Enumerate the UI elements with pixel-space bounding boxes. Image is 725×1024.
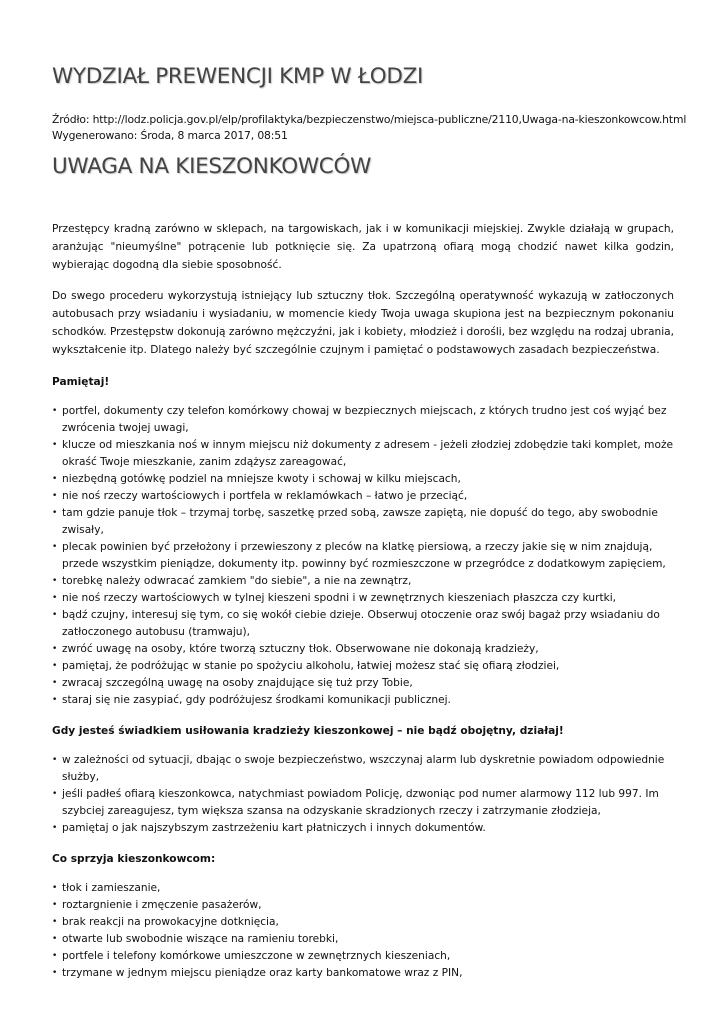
bullet-icon: • (52, 883, 58, 893)
source-line: Źródło: http://lodz.policja.gov.pl/elp/profilaktyka/bezpieczenstwo/miejsca-publiczne/2110,Uwaga-na-kieszonkowcow.html (52, 113, 687, 126)
bullet-icon: • (52, 610, 58, 620)
list-item (52, 880, 674, 897)
list-item-text: w zależności od sytuacji, dbając o swoje bezpieczeństwo, wszczynaj alarm lub dyskretnie powiadom odpowiednie służby, (62, 754, 665, 783)
witness-heading: Gdy jesteś świadkiem usiłowania kradzieży kieszonkowej – nie bądź obojętny, działaj! (52, 725, 564, 737)
list-item-text: portfele i telefony komórkowe umieszczone w zewnętrznych kieszeniach, (62, 950, 451, 962)
list-item-text: niezbędną gotówkę podziel na mniejsze kwoty i schowaj w kilku miejscach, (62, 473, 461, 485)
list-item (52, 573, 674, 590)
list-item (52, 786, 674, 820)
bullet-icon: • (52, 917, 58, 927)
list-item (52, 488, 674, 505)
bullet-icon: • (52, 951, 58, 961)
list-item-text: staraj się nie zasypiać, gdy podróżujesz środkami komunikacji publicznej. (62, 694, 451, 706)
bullet-icon: • (52, 576, 58, 586)
bullet-icon: • (52, 440, 58, 450)
remember-heading: Pamiętaj! (52, 376, 110, 388)
bullet-icon: • (52, 542, 58, 552)
list-item-text: torebkę należy odwracać zamkiem "do siebie", a nie na zewnątrz, (62, 575, 412, 587)
bullet-icon: • (52, 695, 58, 705)
intro-paragraph: Przestępcy kradną zarówno w sklepach, na targowiskach, jak i w komunikacji miejskiej. Zwykle działają w grupach, aranżując "nieumyślne" potrącenie lub potknięcie się. Za upatrzoną ofiarą mogą chodzić nawet kilka godzin, wybierając dogodną dla siebie sposobność. (52, 223, 674, 271)
list-item-text: otwarte lub swobodnie wiszące na ramieniu torebki, (62, 933, 339, 945)
bullet-icon: • (52, 474, 58, 484)
list-item-text: plecak powinien być przełożony i przewieszony z pleców na klatkę piersiową, a rzeczy jakie się w nim znajdują, przede wszystkim pieniądze, dokumenty itp. powinny być rozmieszczone w przegródce z dodatkowym zapięciem, (62, 541, 666, 570)
list-item-text: pamiętaj, że podróżując w stanie po spożyciu alkoholu, łatwiej możesz stać się ofiarą złodziei, (62, 660, 560, 672)
bullet-icon: • (52, 823, 58, 833)
list-item-text: nie noś rzeczy wartościowych w tylnej kieszeni spodni i w zewnętrznych kieszeniach płaszcza czy kurtki, (62, 592, 617, 604)
list-item (52, 675, 674, 692)
list-item (52, 403, 674, 437)
list-item-text: pamiętaj o jak najszybszym zastrzeżeniu kart płatniczych i innych dokumentów. (62, 822, 486, 834)
list-item-text: brak reakcji na prowokacyjne dotknięcia, (62, 916, 279, 928)
department-title: WYDZIAŁ PREWENCJI KMP W ŁODZI (52, 64, 424, 89)
list-item (52, 965, 674, 982)
bullet-icon: • (52, 491, 58, 501)
list-item (52, 897, 674, 914)
generated-line: Wygenerowano: Środa, 8 marca 2017, 08:51 (52, 129, 288, 142)
list-item (52, 692, 674, 709)
list-item (52, 658, 674, 675)
remember-list (52, 403, 674, 709)
list-item (52, 437, 674, 471)
list-item-text: portfel, dokumenty czy telefon komórkowy chowaj w bezpiecznych miejscach, z których trudno jest coś wyjąć bez zwrócenia twojej uwagi, (62, 405, 667, 434)
list-item (52, 590, 674, 607)
list-item (52, 931, 674, 948)
list-item (52, 820, 674, 837)
bullet-icon: • (52, 934, 58, 944)
bullet-icon: • (52, 900, 58, 910)
bullet-icon: • (52, 789, 58, 799)
witness-list (52, 752, 674, 837)
bullet-icon: • (52, 644, 58, 654)
list-item-text: roztargnienie i zmęczenie pasażerów, (62, 899, 262, 911)
list-item-text: nie noś rzeczy wartościowych i portfela w reklamówkach – łatwo je przeciąć, (62, 490, 468, 502)
list-item-text: tam gdzie panuje tłok – trzymaj torbę, saszetkę przed sobą, zawsze zapiętą, nie dopuść do tego, aby swobodnie zwisały, (62, 507, 658, 536)
favors-list (52, 880, 674, 982)
bullet-icon: • (52, 406, 58, 416)
article-content (52, 220, 674, 982)
article-title: UWAGA NA KIESZONKOWCÓW (52, 154, 372, 179)
list-item (52, 914, 674, 931)
list-item (52, 471, 674, 488)
list-item-text: klucze od mieszkania noś w innym miejscu niż dokumenty z adresem - jeżeli złodziej zdobędzie taki komplet, może okraść Twoje mieszkanie, zanim zdążysz zareagować, (62, 439, 674, 468)
method-paragraph: Do swego procederu wykorzystują istniejący lub sztuczny tłok. Szczególną operatywność wykazują w zatłoczonych autobusach przy wsiadaniu i wysiadaniu, w momencie kiedy Twoja uwaga skupiona jest na bezpiecznym pokonaniu schodków. Przestępstw dokonują zarówno mężczyźni, jak i kobiety, młodzież i dorośli, bez względu na rodzaj ubrania, wykształcenie itp. Dlatego należy być szczególnie czujnym i pamiętać o podstawowych zasadach bezpieczeństwa. (52, 290, 674, 356)
list-item (52, 505, 674, 539)
bullet-icon: • (52, 968, 58, 978)
list-item (52, 539, 674, 573)
list-item-text: tłok i zamieszanie, (62, 882, 161, 894)
bullet-icon: • (52, 661, 58, 671)
list-item-text: zwróć uwagę na osoby, które tworzą sztuczny tłok. Obserwowane nie dokonają kradzieży, (62, 643, 539, 655)
list-item (52, 641, 674, 658)
list-item-text: bądź czujny, interesuj się tym, co się wokół ciebie dzieje. Obserwuj otoczenie oraz swój bagaż przy wsiadaniu do zatłoczonego autobusu (tramwaju), (62, 609, 660, 638)
list-item (52, 948, 674, 965)
list-item-text: jeśli padłeś ofiarą kieszonkowca, natychmiast powiadom Policję, dzwoniąc pod numer alarmowy 112 lub 997. Im szybciej zareagujesz, tym większa szansa na odzyskanie skradzionych rzeczy i zatrzymanie złodzieja, (62, 788, 659, 817)
bullet-icon: • (52, 678, 58, 688)
bullet-icon: • (52, 593, 58, 603)
bullet-icon: • (52, 755, 58, 765)
favors-heading: Co sprzyja kieszonkowcom: (52, 853, 216, 865)
list-item-text: trzymane w jednym miejscu pieniądze oraz karty bankomatowe wraz z PIN, (62, 967, 463, 979)
bullet-icon: • (52, 508, 58, 518)
list-item (52, 607, 674, 641)
document-meta (52, 112, 686, 144)
list-item-text: zwracaj szczególną uwagę na osoby znajdujące się tuż przy Tobie, (62, 677, 413, 689)
list-item (52, 752, 674, 786)
